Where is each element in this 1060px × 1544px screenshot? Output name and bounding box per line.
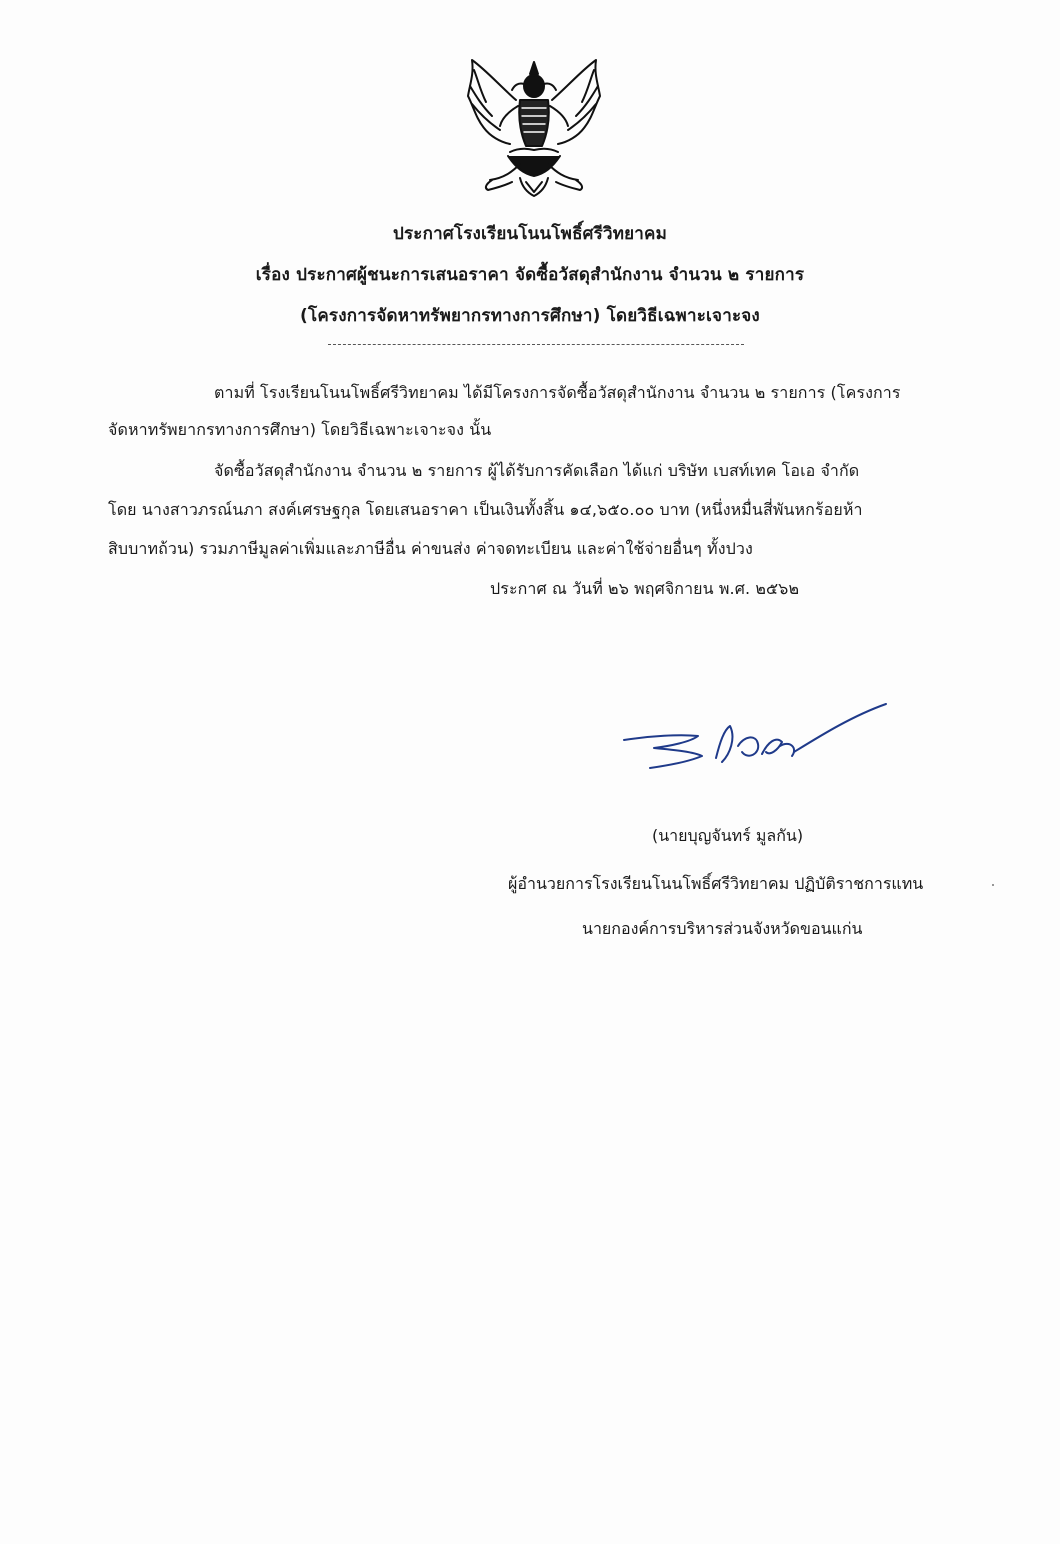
paragraph-1-line-2: จัดหาทรัพยากรทางการศึกษา) โดยวิธีเฉพาะเจาะจง นั้น xyxy=(108,420,492,439)
scan-speck xyxy=(992,884,994,886)
document-subject: เรื่อง ประกาศผู้ชนะการเสนอราคา จัดซื้อวัสดุสำนักงาน จำนวน ๒ รายการ xyxy=(255,265,805,285)
paragraph-2-line-1: จัดซื้อวัสดุสำนักงาน จำนวน ๒ รายการ ผู้ได้รับการคัดเลือก ได้แก่ บริษัท เบสท์เทค โอเอ จำกัด xyxy=(214,461,860,480)
title-divider xyxy=(328,344,744,345)
signer-position: ผู้อำนวยการโรงเรียนโนนโพธิ์ศรีวิทยาคม ปฏิบัติราชการแทน xyxy=(508,874,924,893)
paragraph-2-line-2: โดย นางสาวภรณ์นภา สงค์เศรษฐกุล โดยเสนอราคา เป็นเงินทั้งสิ้น ๑๔,๖๕๐.๐๐ บาท (หนึ่งหมื่นสี่พันหกร้อยห้า xyxy=(108,500,863,519)
paragraph-1-line-1: ตามที่ โรงเรียนโนนโพธิ์ศรีวิทยาคม ได้มีโครงการจัดซื้อวัสดุสำนักงาน จำนวน ๒ รายการ (โครงการ xyxy=(214,383,901,402)
signer-name: (นายบุญจันทร์ มูลกัน) xyxy=(652,826,804,845)
signature-icon xyxy=(620,696,892,778)
garuda-emblem-icon xyxy=(460,56,608,198)
paragraph-2-line-3: สิบบาทถ้วน) รวมภาษีมูลค่าเพิ่มและภาษีอื่น ค่าขนส่ง ค่าจดทะเบียน และค่าใช้จ่ายอื่นๆ ทั้งปวง xyxy=(108,539,753,558)
document-subject-continued: (โครงการจัดหาทรัพยากรทางการศึกษา) โดยวิธีเฉพาะเจาะจง xyxy=(300,306,760,326)
signer-authority: นายกองค์การบริหารส่วนจังหวัดขอนแก่น xyxy=(582,919,863,938)
document-title: ประกาศโรงเรียนโนนโพธิ์ศรีวิทยาคม xyxy=(392,224,667,244)
announcement-date: ประกาศ ณ วันที่ ๒๖ พฤศจิกายน พ.ศ. ๒๕๖๒ xyxy=(490,579,800,598)
